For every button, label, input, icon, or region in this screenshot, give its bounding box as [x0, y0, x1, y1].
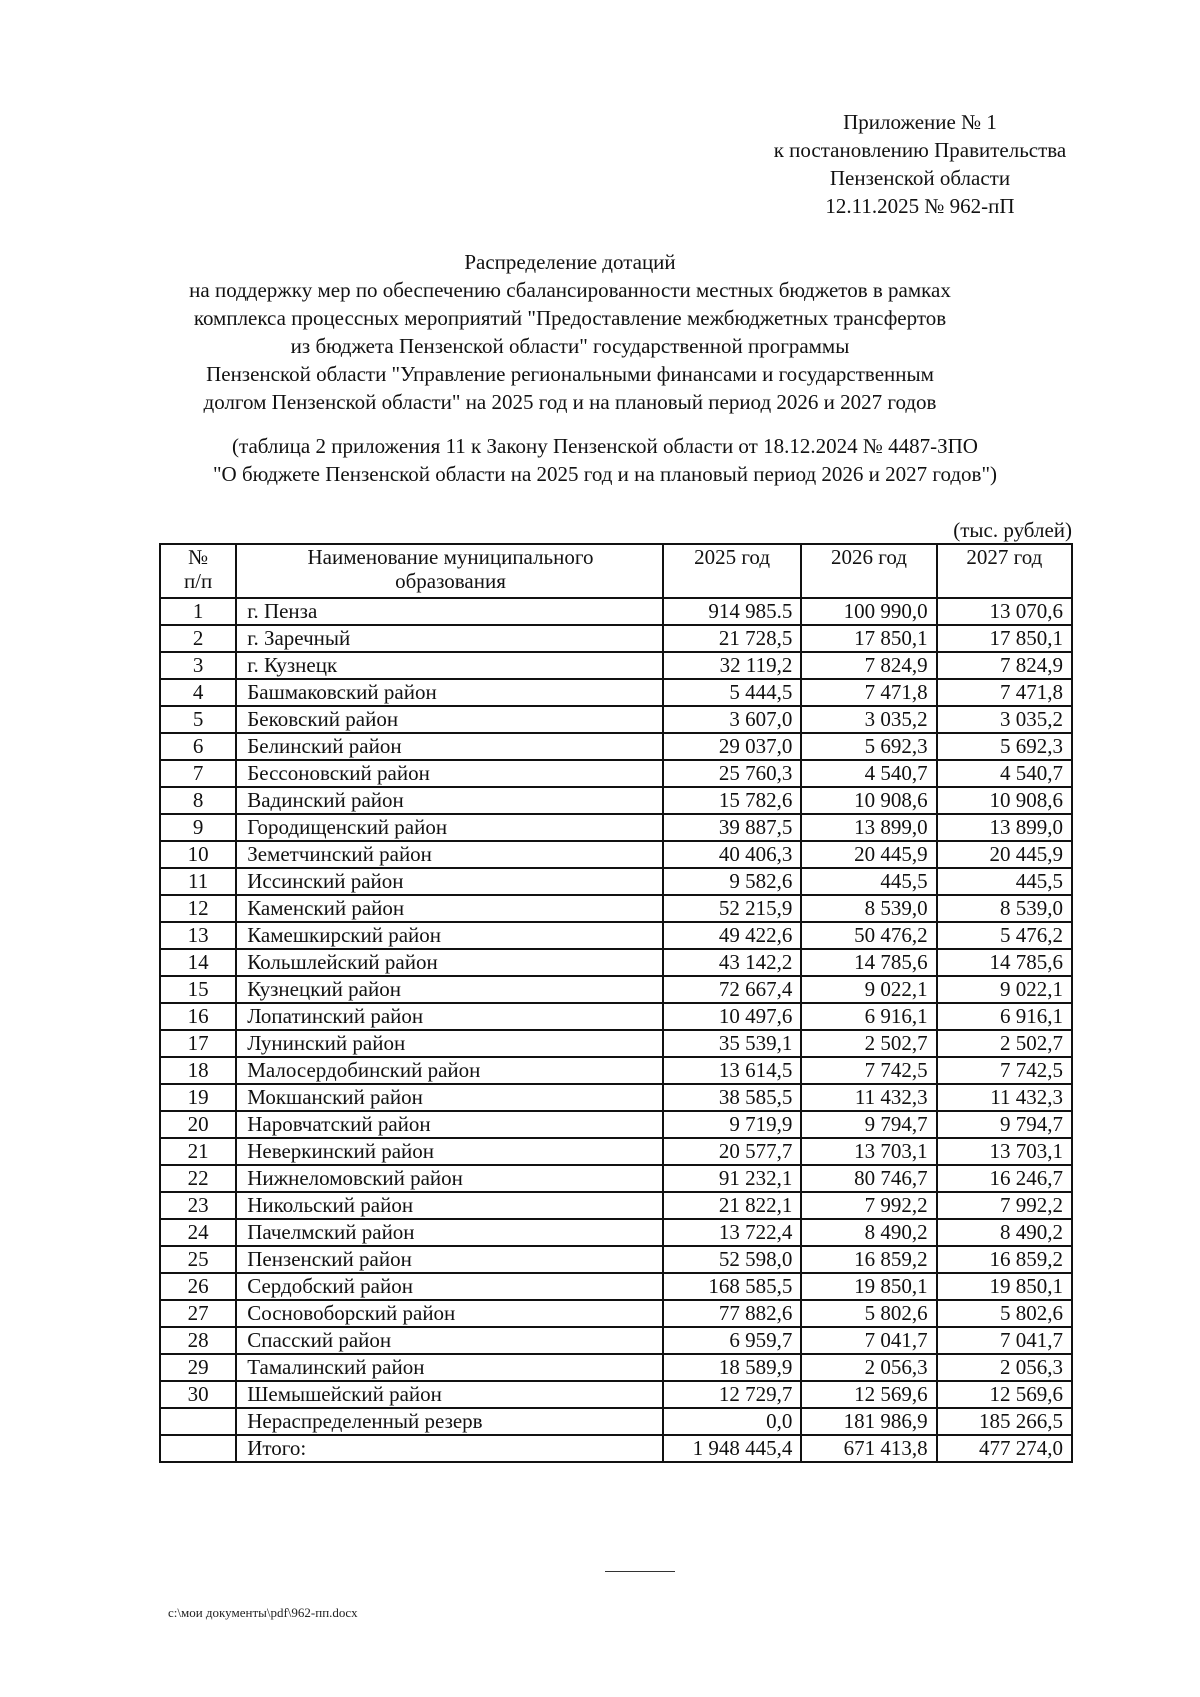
row-number	[160, 1408, 236, 1435]
municipality-name: Мокшанский район	[236, 1084, 663, 1111]
value-2025: 35 539,1	[663, 1030, 802, 1057]
municipality-name: Каменский район	[236, 895, 663, 922]
row-number: 8	[160, 787, 236, 814]
municipality-name: г. Пенза	[236, 598, 663, 625]
value-2026: 445,5	[801, 868, 936, 895]
value-2027: 20 445,9	[937, 841, 1072, 868]
value-2027: 5 692,3	[937, 733, 1072, 760]
value-2026: 17 850,1	[801, 625, 936, 652]
table-row	[160, 895, 1072, 922]
row-number: 19	[160, 1084, 236, 1111]
appendix-header	[720, 108, 1120, 220]
table-row	[160, 841, 1072, 868]
value-2026: 13 703,1	[801, 1138, 936, 1165]
row-number: 23	[160, 1192, 236, 1219]
value-2025: 18 589,9	[663, 1354, 802, 1381]
value-2026: 10 908,6	[801, 787, 936, 814]
title-line: Распределение дотаций	[464, 250, 676, 274]
appendix-line: Пензенской области	[829, 166, 1011, 190]
value-2025: 32 119,2	[663, 652, 802, 679]
value-2026: 2 056,3	[801, 1354, 936, 1381]
table-row	[160, 679, 1072, 706]
value-2027: 477 274,0	[937, 1435, 1072, 1462]
municipality-name: Камешкирский район	[236, 922, 663, 949]
municipality-name: Шемышейский район	[236, 1381, 663, 1408]
value-2027: 12 569,6	[937, 1381, 1072, 1408]
row-number: 10	[160, 841, 236, 868]
value-2025: 40 406,3	[663, 841, 802, 868]
value-2027: 9 022,1	[937, 976, 1072, 1003]
value-2025: 9 582,6	[663, 868, 802, 895]
title-line: долгом Пензенской области" на 2025 год и на плановый период 2026 и 2027 годов	[203, 390, 937, 414]
value-2025: 52 215,9	[663, 895, 802, 922]
row-number: 30	[160, 1381, 236, 1408]
row-number: 18	[160, 1057, 236, 1084]
table-row	[160, 625, 1072, 652]
value-2026: 5 692,3	[801, 733, 936, 760]
value-2025: 43 142,2	[663, 949, 802, 976]
value-2026: 16 859,2	[801, 1246, 936, 1273]
municipality-name: Башмаковский район	[236, 679, 663, 706]
municipality-name: Белинский район	[236, 733, 663, 760]
municipality-name: Кузнецкий район	[236, 976, 663, 1003]
value-2026: 19 850,1	[801, 1273, 936, 1300]
value-2025: 5 444,5	[663, 679, 802, 706]
title-line: комплекса процессных мероприятий "Предоставление межбюджетных трансфертов	[193, 306, 947, 330]
value-2026: 2 502,7	[801, 1030, 936, 1057]
value-2026: 12 569,6	[801, 1381, 936, 1408]
title-line: Пензенской области "Управление региональными финансами и государственным	[206, 362, 934, 386]
table-row	[160, 949, 1072, 976]
table-row	[160, 1030, 1072, 1057]
table-row	[160, 1057, 1072, 1084]
value-2026: 13 899,0	[801, 814, 936, 841]
header-2026: 2026 год	[801, 544, 936, 598]
value-2025: 168 585,5	[663, 1273, 802, 1300]
row-number: 26	[160, 1273, 236, 1300]
table-header-row	[160, 544, 1072, 598]
value-2025: 15 782,6	[663, 787, 802, 814]
value-2027: 17 850,1	[937, 625, 1072, 652]
appendix-line: к постановлению Правительства	[773, 138, 1067, 162]
value-2027: 2 502,7	[937, 1030, 1072, 1057]
table-row	[160, 733, 1072, 760]
value-2027: 5 802,6	[937, 1300, 1072, 1327]
value-2026: 7 824,9	[801, 652, 936, 679]
header-2025: 2025 год	[663, 544, 802, 598]
table-row	[160, 1084, 1072, 1111]
appendix-line: 12.11.2025 № 962-пП	[825, 194, 1015, 218]
municipality-name: Никольский район	[236, 1192, 663, 1219]
value-2027: 16 246,7	[937, 1165, 1072, 1192]
row-number: 24	[160, 1219, 236, 1246]
value-2025: 21 822,1	[663, 1192, 802, 1219]
table-row	[160, 760, 1072, 787]
value-2026: 80 746,7	[801, 1165, 936, 1192]
municipality-name: Иссинский район	[236, 868, 663, 895]
value-2027: 7 471,8	[937, 679, 1072, 706]
municipality-name: Малосердобинский район	[236, 1057, 663, 1084]
value-2026: 50 476,2	[801, 922, 936, 949]
value-2025: 3 607,0	[663, 706, 802, 733]
row-number: 11	[160, 868, 236, 895]
reference-line: (таблица 2 приложения 11 к Закону Пензенской области от 18.12.2024 № 4487-ЗПО	[232, 434, 978, 458]
value-2025: 91 232,1	[663, 1165, 802, 1192]
municipality-name: г. Кузнецк	[236, 652, 663, 679]
table-row	[160, 1111, 1072, 1138]
value-2027: 5 476,2	[937, 922, 1072, 949]
row-number: 14	[160, 949, 236, 976]
municipality-name: Бессоновский район	[236, 760, 663, 787]
value-2026: 7 742,5	[801, 1057, 936, 1084]
value-2025: 10 497,6	[663, 1003, 802, 1030]
value-2027: 13 703,1	[937, 1138, 1072, 1165]
value-2026: 8 490,2	[801, 1219, 936, 1246]
table-row	[160, 1192, 1072, 1219]
value-2027: 7 742,5	[937, 1057, 1072, 1084]
row-number: 6	[160, 733, 236, 760]
row-number: 13	[160, 922, 236, 949]
table-row	[160, 706, 1072, 733]
value-2026: 181 986,9	[801, 1408, 936, 1435]
value-2025: 20 577,7	[663, 1138, 802, 1165]
row-number: 21	[160, 1138, 236, 1165]
value-2025: 72 667,4	[663, 976, 802, 1003]
value-2026: 8 539,0	[801, 895, 936, 922]
value-2027: 19 850,1	[937, 1273, 1072, 1300]
value-2025: 77 882,6	[663, 1300, 802, 1327]
file-path: c:\мои документы\pdf\962-пп.docx	[168, 1605, 358, 1620]
value-2025: 38 585,5	[663, 1084, 802, 1111]
value-2027: 6 916,1	[937, 1003, 1072, 1030]
title-line: из бюджета Пензенской области" государственной программы	[290, 334, 850, 358]
table-row	[160, 787, 1072, 814]
table-row	[160, 598, 1072, 625]
value-2027: 2 056,3	[937, 1354, 1072, 1381]
row-number: 28	[160, 1327, 236, 1354]
value-2027: 11 432,3	[937, 1084, 1072, 1111]
municipality-name: Неверкинский район	[236, 1138, 663, 1165]
value-2025: 9 719,9	[663, 1111, 802, 1138]
municipality-name: Спасский район	[236, 1327, 663, 1354]
row-number: 16	[160, 1003, 236, 1030]
table-row	[160, 1219, 1072, 1246]
value-2027: 7 992,2	[937, 1192, 1072, 1219]
row-number: 1	[160, 598, 236, 625]
table-row	[160, 1138, 1072, 1165]
municipality-name: Итого:	[236, 1435, 663, 1462]
row-number: 22	[160, 1165, 236, 1192]
reference-line: "О бюджете Пензенской области на 2025 год и на плановый период 2026 и 2027 годов")	[212, 462, 998, 486]
value-2027: 4 540,7	[937, 760, 1072, 787]
value-2027: 7 824,9	[937, 652, 1072, 679]
municipality-name: Бековский район	[236, 706, 663, 733]
value-2025: 52 598,0	[663, 1246, 802, 1273]
value-2025: 49 422,6	[663, 922, 802, 949]
municipality-name: Кольшлейский район	[236, 949, 663, 976]
header-municipality: Наименование муниципального образования	[236, 544, 663, 598]
row-number: 2	[160, 625, 236, 652]
value-2025: 0,0	[663, 1408, 802, 1435]
value-2027: 13 899,0	[937, 814, 1072, 841]
municipality-name: Лунинский район	[236, 1030, 663, 1057]
distribution-table	[159, 543, 1073, 1463]
table-row	[160, 868, 1072, 895]
document-title	[130, 248, 1010, 416]
value-2026: 7 992,2	[801, 1192, 936, 1219]
row-number: 9	[160, 814, 236, 841]
municipality-name: Городищенский район	[236, 814, 663, 841]
value-2026: 100 990,0	[801, 598, 936, 625]
value-2026: 671 413,8	[801, 1435, 936, 1462]
value-2027: 8 490,2	[937, 1219, 1072, 1246]
table-row	[160, 1327, 1072, 1354]
row-number: 20	[160, 1111, 236, 1138]
row-number: 4	[160, 679, 236, 706]
value-2025: 13 722,4	[663, 1219, 802, 1246]
value-2026: 6 916,1	[801, 1003, 936, 1030]
value-2025: 13 614,5	[663, 1057, 802, 1084]
table-row	[160, 1165, 1072, 1192]
value-2027: 185 266,5	[937, 1408, 1072, 1435]
table-row	[160, 1273, 1072, 1300]
table-row	[160, 1246, 1072, 1273]
value-2025: 21 728,5	[663, 625, 802, 652]
appendix-line: Приложение № 1	[843, 110, 997, 134]
value-2025: 914 985.5	[663, 598, 802, 625]
table-row	[160, 1003, 1072, 1030]
row-number: 15	[160, 976, 236, 1003]
value-2026: 5 802,6	[801, 1300, 936, 1327]
title-line: на поддержку мер по обеспечению сбалансированности местных бюджетов в рамках	[189, 278, 951, 302]
value-2027: 445,5	[937, 868, 1072, 895]
units-label: (тыс. рублей)	[953, 518, 1072, 542]
table-row	[160, 1300, 1072, 1327]
value-2026: 20 445,9	[801, 841, 936, 868]
row-number: 17	[160, 1030, 236, 1057]
row-number: 25	[160, 1246, 236, 1273]
value-2026: 11 432,3	[801, 1084, 936, 1111]
municipality-name: Сосновоборский район	[236, 1300, 663, 1327]
end-divider	[605, 1571, 675, 1572]
value-2027: 14 785,6	[937, 949, 1072, 976]
municipality-name: Пензенский район	[236, 1246, 663, 1273]
value-2027: 13 070,6	[937, 598, 1072, 625]
municipality-name: Вадинский район	[236, 787, 663, 814]
municipality-name: г. Заречный	[236, 625, 663, 652]
value-2025: 1 948 445,4	[663, 1435, 802, 1462]
municipality-name: Пачелмский район	[236, 1219, 663, 1246]
row-number: 12	[160, 895, 236, 922]
value-2027: 16 859,2	[937, 1246, 1072, 1273]
table-row	[160, 1381, 1072, 1408]
value-2026: 9 022,1	[801, 976, 936, 1003]
table-row	[160, 814, 1072, 841]
value-2026: 14 785,6	[801, 949, 936, 976]
table-row	[160, 1354, 1072, 1381]
table-row	[160, 652, 1072, 679]
value-2026: 7 041,7	[801, 1327, 936, 1354]
header-2027: 2027 год	[937, 544, 1072, 598]
value-2025: 12 729,7	[663, 1381, 802, 1408]
row-number: 29	[160, 1354, 236, 1381]
table-row	[160, 976, 1072, 1003]
value-2025: 39 887,5	[663, 814, 802, 841]
value-2027: 8 539,0	[937, 895, 1072, 922]
value-2027: 10 908,6	[937, 787, 1072, 814]
municipality-name: Тамалинский район	[236, 1354, 663, 1381]
row-number: 27	[160, 1300, 236, 1327]
header-number: № п/п	[160, 544, 236, 598]
value-2027: 3 035,2	[937, 706, 1072, 733]
value-2026: 9 794,7	[801, 1111, 936, 1138]
value-2027: 7 041,7	[937, 1327, 1072, 1354]
row-number: 7	[160, 760, 236, 787]
table-row	[160, 922, 1072, 949]
row-number	[160, 1435, 236, 1462]
municipality-name: Сердобский район	[236, 1273, 663, 1300]
value-2027: 9 794,7	[937, 1111, 1072, 1138]
value-2026: 3 035,2	[801, 706, 936, 733]
law-reference	[130, 432, 1080, 488]
row-number: 5	[160, 706, 236, 733]
municipality-name: Наровчатский район	[236, 1111, 663, 1138]
value-2026: 7 471,8	[801, 679, 936, 706]
municipality-name: Нижнеломовский район	[236, 1165, 663, 1192]
municipality-name: Земетчинский район	[236, 841, 663, 868]
table-row	[160, 1408, 1072, 1435]
table-row	[160, 1435, 1072, 1462]
value-2025: 25 760,3	[663, 760, 802, 787]
municipality-name: Нераспределенный резерв	[236, 1408, 663, 1435]
value-2025: 29 037,0	[663, 733, 802, 760]
row-number: 3	[160, 652, 236, 679]
value-2025: 6 959,7	[663, 1327, 802, 1354]
value-2026: 4 540,7	[801, 760, 936, 787]
municipality-name: Лопатинский район	[236, 1003, 663, 1030]
